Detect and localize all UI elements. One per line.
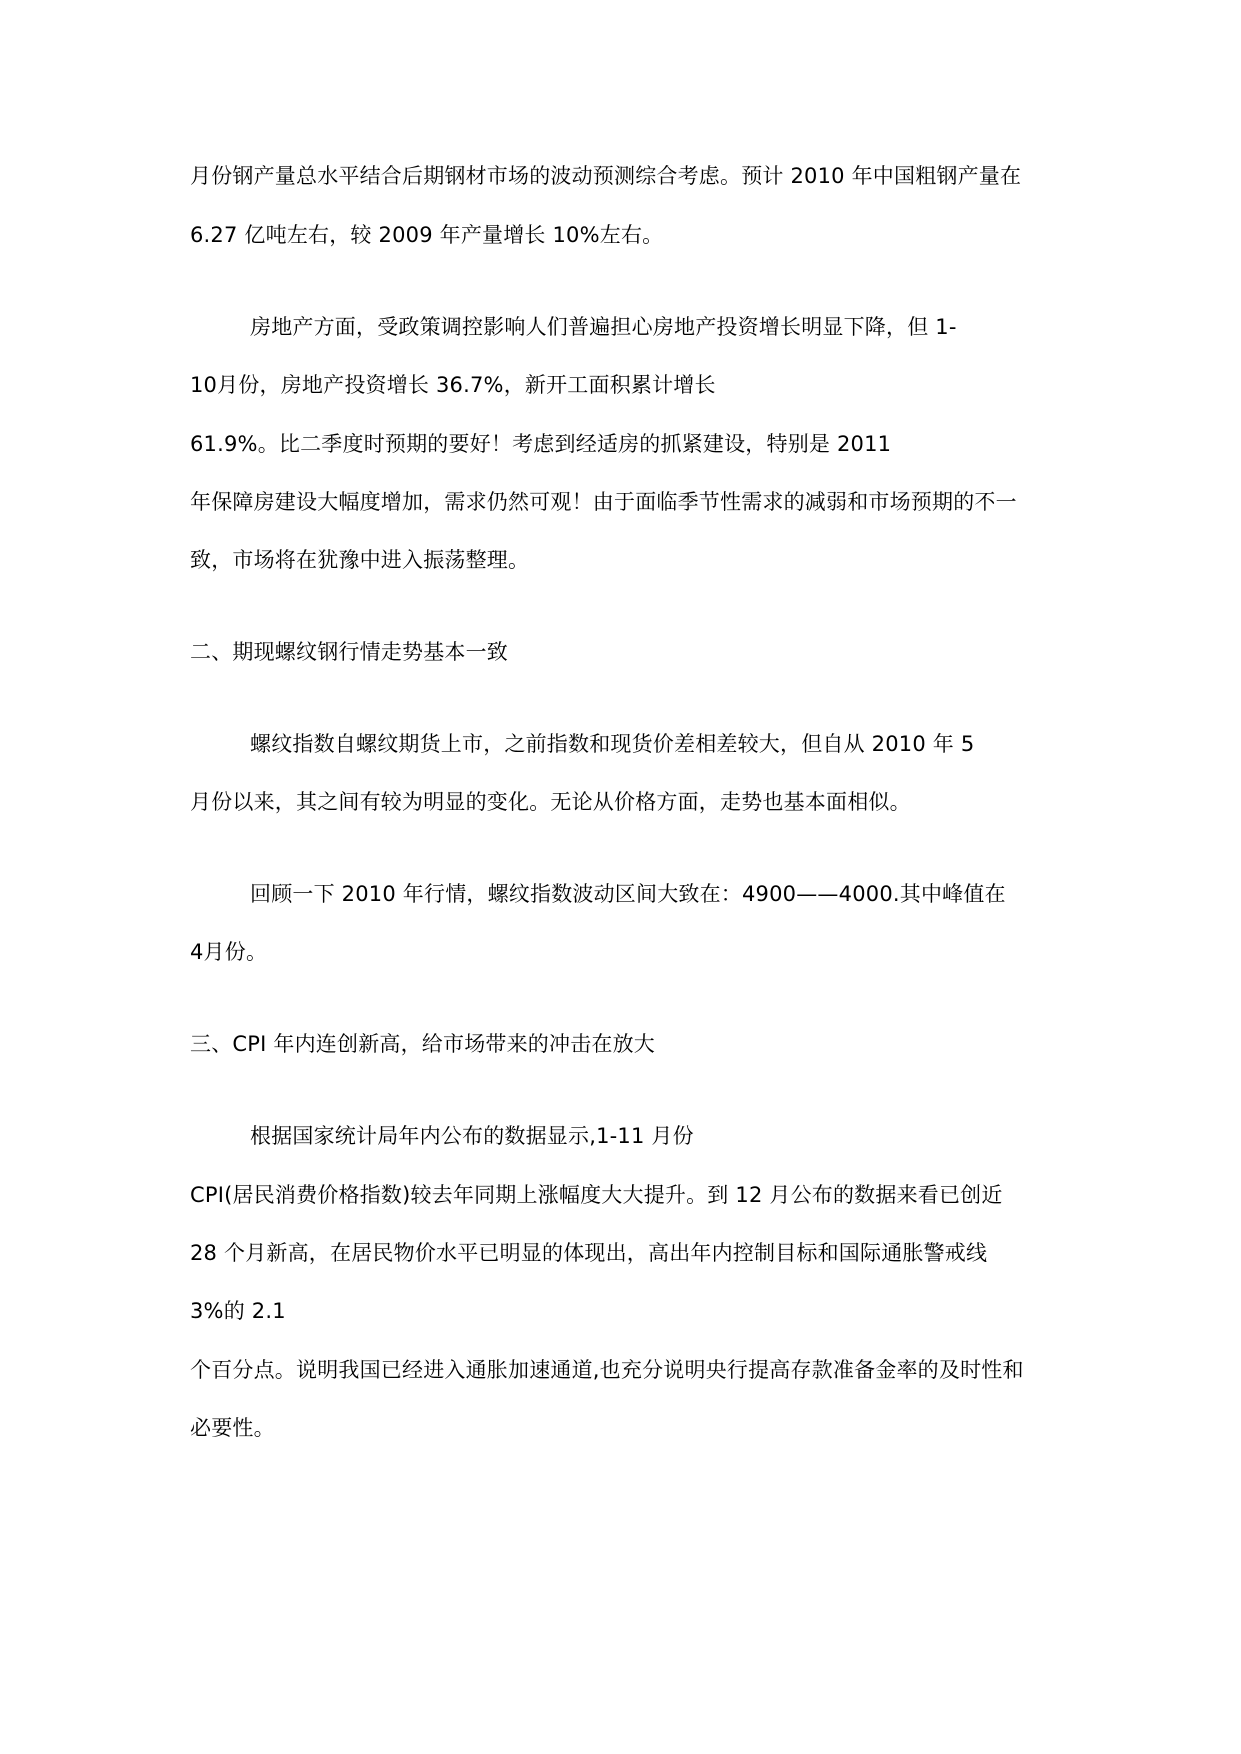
paragraph-start-line: 房地产方面，受政策调控影响人们普遍担心房地产投资增长明显下降，但 1- [250, 315, 957, 339]
paragraph-start-line: 回顾一下 2010 年行情，螺纹指数波动区间大致在：4900——4000.其中峰值在 [250, 882, 1006, 906]
paragraph-start-line: 螺纹指数自螺纹期货上市，之前指数和现货价差相差较大，但自从 2010 年 5 [250, 732, 975, 756]
paragraph-start-line: 根据国家统计局年内公布的数据显示,1-11 月份 [250, 1124, 694, 1148]
text-line: 3%的 2.1 [190, 1299, 286, 1323]
text-line: 年保障房建设大幅度增加，需求仍然可观！由于面临季节性需求的减弱和市场预期的不一 [190, 490, 1017, 514]
text-line: 个百分点。说明我国已经进入通胀加速通道,也充分说明央行提高存款准备金率的及时性和 [190, 1358, 1024, 1382]
text-line: 月份以来，其之间有较为明显的变化。无论从价格方面，走势也基本面相似。 [190, 790, 911, 814]
text-line: 月份钢产量总水平结合后期钢材市场的波动预测综合考虑。预计 2010 年中国粗钢产量在 [190, 164, 1022, 188]
text-line: 必要性。 [190, 1416, 275, 1440]
text-line: 6.27 亿吨左右，较 2009 年产量增长 10%左右。 [190, 223, 664, 247]
text-line: 10月份，房地产投资增长 36.7%，新开工面积累计增长 [190, 373, 716, 397]
text-line: 28 个月新高，在居民物价水平已明显的体现出，高出年内控制目标和国际通胀警戒线 [190, 1241, 988, 1265]
section-heading: 三、CPI 年内连创新高，给市场带来的冲击在放大 [190, 1032, 655, 1056]
text-line: 4月份。 [190, 940, 268, 964]
section-heading: 二、期现螺纹钢行情走势基本一致 [190, 640, 508, 664]
text-line: CPI(居民消费价格指数)较去年同期上涨幅度大大提升。到 12 月公布的数据来看已创近 [190, 1183, 1003, 1207]
text-line: 61.9%。比二季度时预期的要好！考虑到经适房的抓紧建设，特别是 2011 [190, 432, 892, 456]
text-line: 致，市场将在犹豫中进入振荡整理。 [190, 548, 530, 572]
